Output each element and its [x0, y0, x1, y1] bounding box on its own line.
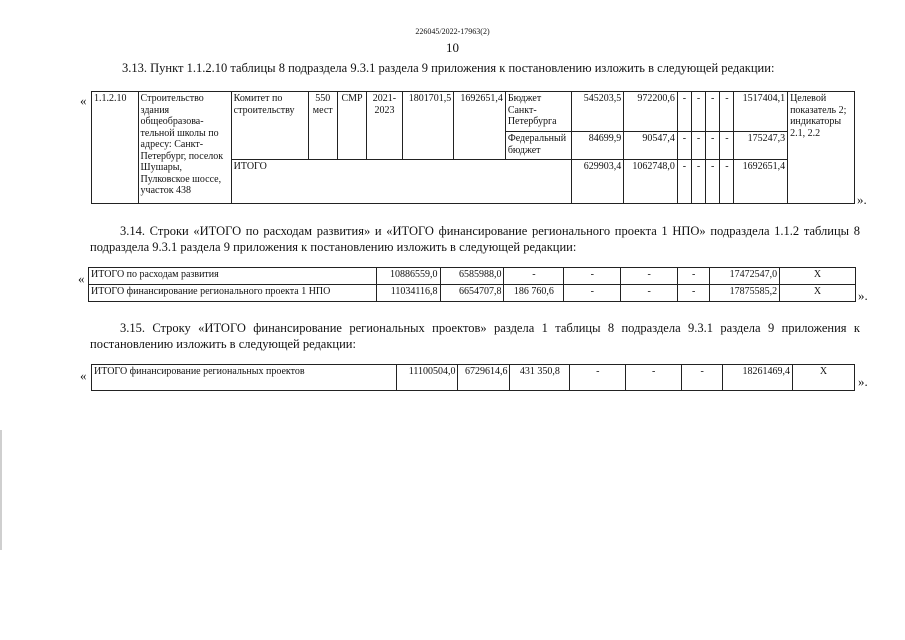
cell-itogo-label: ИТОГО [231, 160, 571, 204]
cell-dash: - [706, 132, 720, 160]
cell-spb-total: 1517404,1 [734, 92, 788, 132]
row-label: ИТОГО по расходам развития [89, 268, 377, 285]
row-value: - [621, 285, 678, 302]
page-number: 10 [446, 40, 459, 55]
row-value: - [621, 268, 678, 285]
document-id: 226045/2022-17963(2) [415, 27, 490, 36]
row-x: X [780, 268, 856, 285]
row-label: ИТОГО финансирование регионального проекта 1 НПО [89, 285, 377, 302]
row-value: - [626, 365, 682, 391]
cell-dash: - [720, 92, 734, 132]
cell-dash: - [720, 160, 734, 204]
table-3-15 [91, 364, 855, 391]
cell-dash: - [677, 132, 691, 160]
row-value: - [678, 285, 710, 302]
row-value: 11034116,8 [376, 285, 440, 302]
cell-federal-y2: 90547,4 [624, 132, 678, 160]
cell-source-federal: Федеральный бюджет [505, 132, 571, 160]
row-value: 11100504,0 [396, 365, 458, 391]
row-value: 6729614,6 [458, 365, 510, 391]
close-quote: ». [858, 374, 868, 389]
open-quote: « [80, 93, 87, 108]
table-row [92, 365, 855, 391]
row-value: - [678, 268, 710, 285]
cell-capacity: 550 мест [308, 92, 337, 160]
cell-indicator: Целевой показатель 2; индикаторы 2.1, 2.2 [788, 92, 855, 204]
cell-source-spb: Бюджет Санкт-Петербурга [505, 92, 571, 132]
row-value: - [570, 365, 626, 391]
cell-work-type: СМР [337, 92, 366, 160]
paragraph-3-13: 3.13. Пункт 1.1.2.10 таблицы 8 подраздела 9.3.1 раздела 9 приложения к постановлению изложить в следующей редакции: [122, 61, 775, 75]
cell-spb-y1: 545203,5 [571, 92, 624, 132]
row-value: 6585988,0 [440, 268, 504, 285]
row-total: 17472547,0 [710, 268, 780, 285]
cell-dash: - [706, 160, 720, 204]
cell-dash: - [691, 92, 705, 132]
close-quote: ». [857, 192, 867, 207]
paragraph-3-15: 3.15. Строку «ИТОГО финансирование региональных проектов» раздела 1 таблицы 8 подраздела 9.3.1 раздела 9 приложения к постановлению изложить в следующей редакции: [90, 321, 860, 351]
row-value: 431 350,8 [510, 365, 570, 391]
row-value: - [682, 365, 723, 391]
cell-itogo-y2: 1062748,0 [624, 160, 678, 204]
row-value: 186 760,6 [504, 285, 564, 302]
row-total: 18261469,4 [723, 365, 793, 391]
row-value: - [504, 268, 564, 285]
table-row [89, 268, 856, 285]
cell-customer: Комитет по строительству [231, 92, 308, 160]
row-total: 17875585,2 [710, 285, 780, 302]
cell-spb-y2: 972200,6 [624, 92, 678, 132]
row-label: ИТОГО финансирование региональных проектов [92, 365, 397, 391]
table-row [89, 285, 856, 302]
table-3-13 [91, 91, 855, 204]
cell-itogo-y1: 629903,4 [571, 160, 624, 204]
open-quote: « [80, 368, 87, 383]
cell-dash: - [720, 132, 734, 160]
scan-edge-mark [0, 430, 2, 550]
table-3-14 [88, 267, 856, 302]
cell-dash: - [691, 160, 705, 204]
cell-dash: - [691, 132, 705, 160]
cell-total-cost: 1801701,5 [402, 92, 454, 160]
row-value: - [564, 285, 621, 302]
cell-dash: - [706, 92, 720, 132]
row-value: 6654707,8 [440, 285, 504, 302]
cell-federal-y1: 84699,9 [571, 132, 624, 160]
cell-dash: - [677, 92, 691, 132]
cell-code: 1.1.2.10 [92, 92, 139, 204]
paragraph-3-14: 3.14. Строки «ИТОГО по расходам развития» и «ИТОГО финансирование регионального проекта 1 НПО» подраздела 1.1.2 таблицы 8 подраздела 9.3.1 раздела 9 приложения к постановлению изложить в следующей редакции: [90, 224, 860, 254]
cell-limit: 1692651,4 [454, 92, 506, 160]
open-quote: « [78, 271, 85, 286]
close-quote: ». [858, 288, 868, 303]
cell-dash: - [677, 160, 691, 204]
row-x: X [780, 285, 856, 302]
row-x: X [793, 365, 855, 391]
row-value: 10886559,0 [376, 268, 440, 285]
row-value: - [564, 268, 621, 285]
cell-federal-total: 175247,3 [734, 132, 788, 160]
cell-object: Строительство здания общеобразова-тельной школы по адресу: Санкт-Петербург, поселок Шушары, Пулковское шоссе, участок 438 [138, 92, 231, 204]
cell-itogo-total: 1692651,4 [734, 160, 788, 204]
cell-years: 2021-2023 [367, 92, 402, 160]
